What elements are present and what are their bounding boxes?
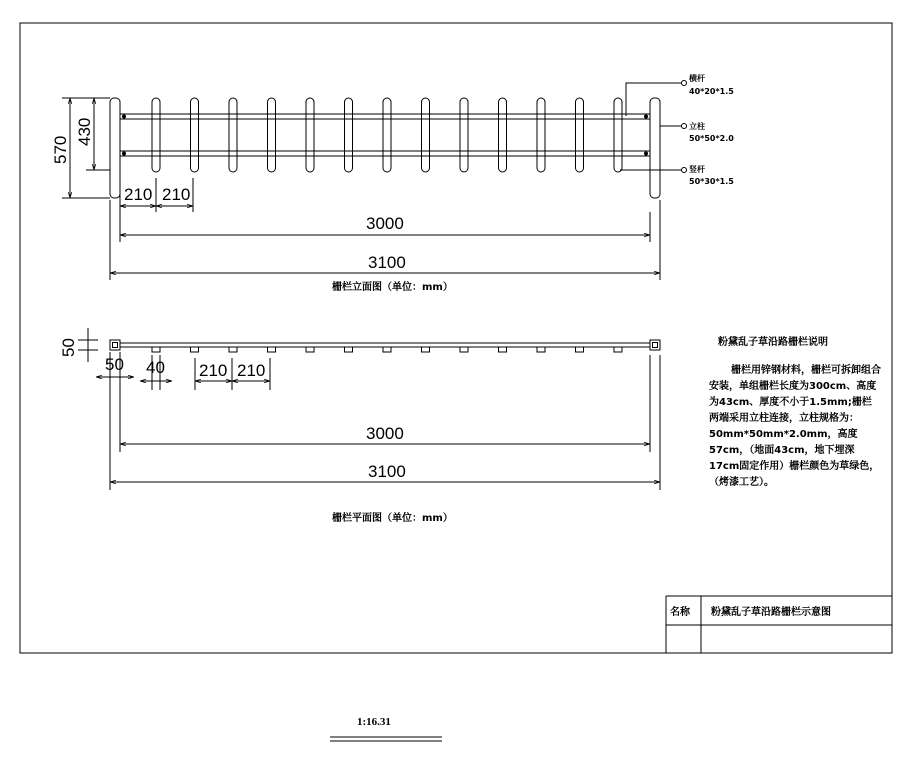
callout-picket-name: 竖杆 <box>689 165 705 174</box>
picket <box>460 98 468 172</box>
top-rail <box>120 114 650 119</box>
dim-spacing-label-2: 210 <box>162 185 191 204</box>
elevation-view <box>62 81 687 281</box>
callout-picket-spec: 50*30*1.5 <box>689 177 734 186</box>
pickets <box>152 98 622 172</box>
title-block-name-label: 名称 <box>670 607 690 618</box>
picket <box>191 98 199 172</box>
plan-picket <box>422 347 430 352</box>
dim-570-label: 570 <box>51 135 70 164</box>
callout-rail-spec: 40*20*1.5 <box>689 87 734 96</box>
picket <box>268 98 276 172</box>
picket <box>614 98 622 172</box>
elevation-caption: 栅栏立面图（单位：mm） <box>332 282 453 293</box>
dim-430-label: 430 <box>75 117 94 146</box>
plan-dim-3000-label: 3000 <box>366 424 404 443</box>
picket <box>422 98 430 172</box>
scale-label: 1:16.31 <box>357 716 391 728</box>
notes-title: 粉黛乱子草沿路栅栏说明 <box>718 337 828 348</box>
title-block-name-value: 粉黛乱子草沿路栅栏示意图 <box>711 607 831 618</box>
plan-dim-post-size-label: 50 <box>59 338 78 357</box>
plan-picket <box>152 347 160 352</box>
plan-dim-post-width-label: 50 <box>105 355 124 374</box>
plan-picket <box>306 347 314 352</box>
notes-body: 栅栏用锌钢材料，栅栏可拆卸组合安装，单组栅栏长度为300cm、高度为43cm、厚度不小于1.5mm;栅栏两端采用立柱连接，立柱规格为：50mm*50mm*2.0mm，高度57cm，（地面43cm，地下埋深17cm固定作用）栅栏颜色为草绿色，（烤漆工艺）。 <box>709 365 881 488</box>
plan-pickets <box>152 347 622 352</box>
plan-post-left <box>110 340 120 350</box>
plan-picket <box>383 347 391 352</box>
plan-picket <box>576 347 584 352</box>
plan-dim-picket-width-label: 40 <box>146 358 165 377</box>
plan-dim-3100-label: 3100 <box>368 462 406 481</box>
plan-picket <box>614 347 622 352</box>
plan-caption: 栅栏平面图（单位：mm） <box>332 513 453 524</box>
plan-picket <box>537 347 545 352</box>
plan-picket <box>268 347 276 352</box>
picket <box>306 98 314 172</box>
plan-picket <box>345 347 353 352</box>
end-post-left <box>110 98 120 198</box>
picket <box>383 98 391 172</box>
callout-rail-name: 横杆 <box>689 74 705 83</box>
picket <box>499 98 507 172</box>
plan-picket <box>191 347 199 352</box>
picket <box>345 98 353 172</box>
picket <box>537 98 545 172</box>
plan-picket <box>229 347 237 352</box>
end-post-right <box>650 98 660 198</box>
picket <box>229 98 237 172</box>
bottom-rail <box>120 151 650 156</box>
plan-dim-spacing-label-1: 210 <box>199 361 228 380</box>
callout-post-name: 立柱 <box>689 122 705 131</box>
callout-post-spec: 50*50*2.0 <box>689 134 734 143</box>
dim-spacing-label-1: 210 <box>124 185 153 204</box>
dim-3100-label: 3100 <box>368 253 406 272</box>
plan-picket <box>460 347 468 352</box>
dim-3000-label: 3000 <box>366 214 404 233</box>
picket <box>152 98 160 172</box>
picket <box>576 98 584 172</box>
plan-picket <box>499 347 507 352</box>
plan-post-right <box>650 340 660 350</box>
title-block <box>666 596 892 653</box>
plan-dim-spacing-label-2: 210 <box>237 361 266 380</box>
